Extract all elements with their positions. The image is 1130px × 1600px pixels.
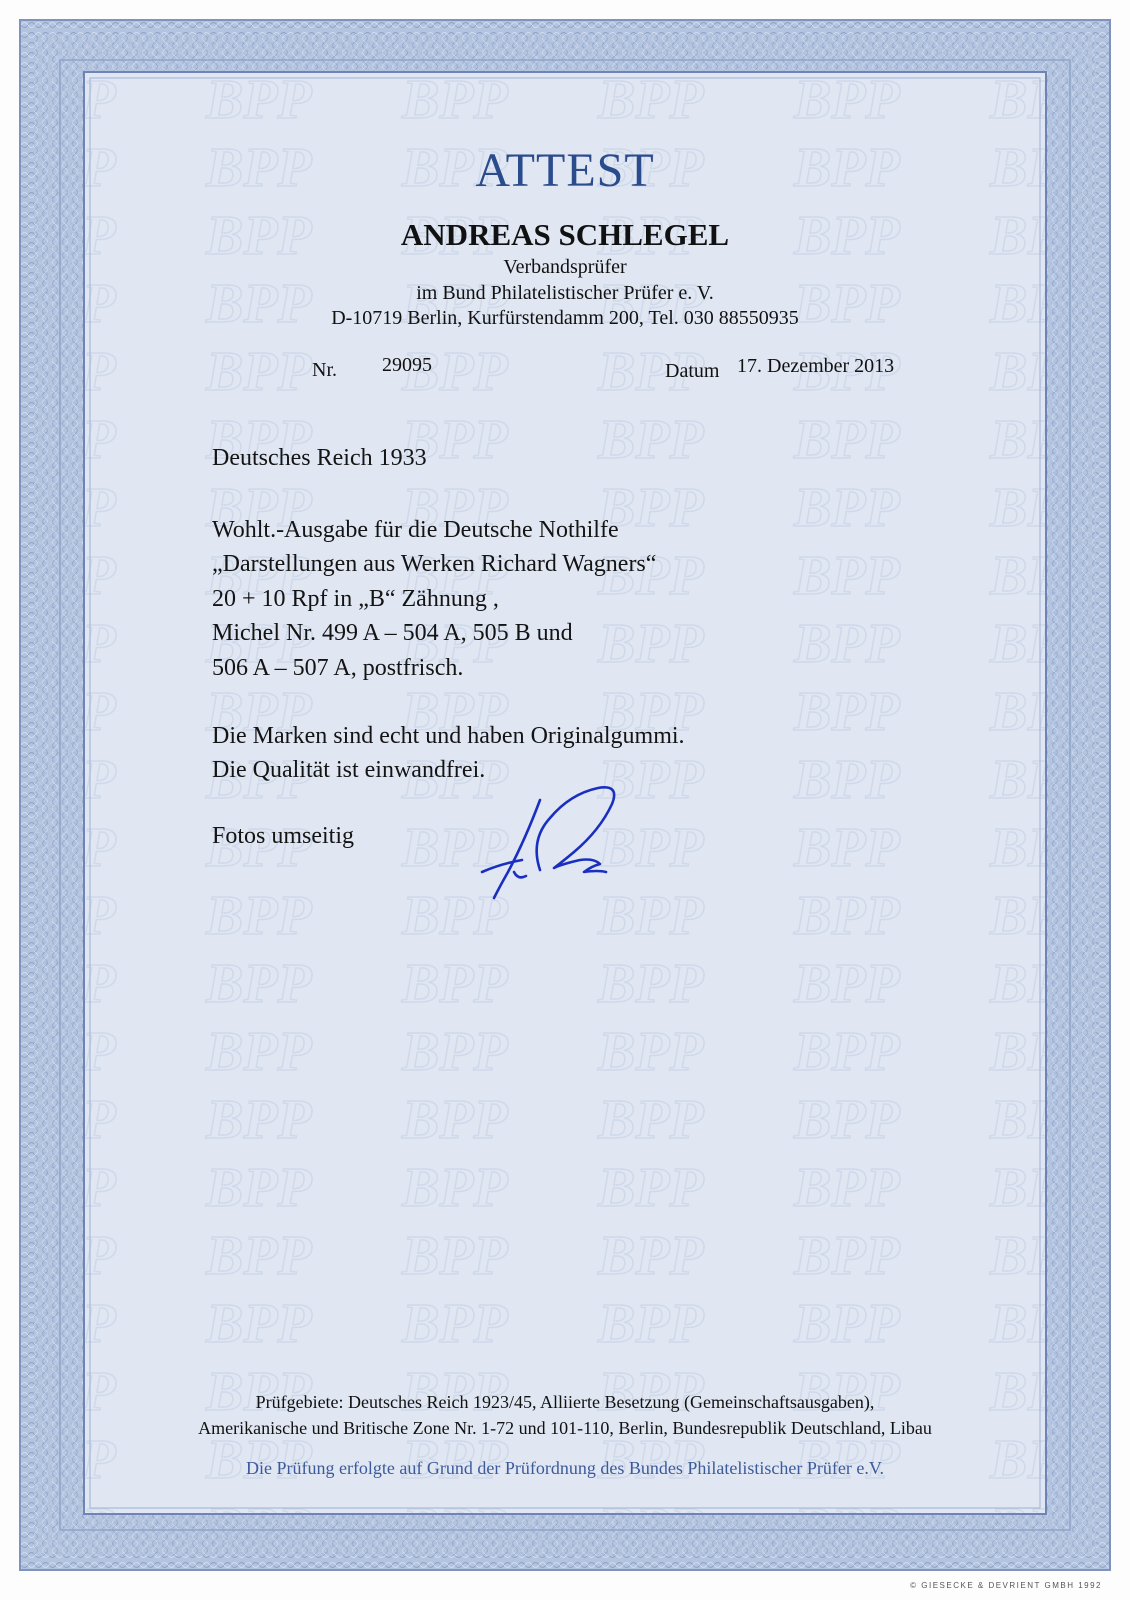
description-line: 506 A – 507 A, postfrisch. [212, 655, 464, 681]
examination-fields-line: Prüfgebiete: Deutsches Reich 1923/45, Alliierte Besetzung (Gemeinschaftsausgaben), [255, 1392, 875, 1412]
description-line: Wohlt.-Ausgabe für die Deutsche Nothilfe [212, 517, 619, 543]
description-line: Michel Nr. 499 A – 504 A, 505 B und [212, 620, 573, 646]
printer-imprint: © GIESECKE & DEVRIENT GMBH 1992 [910, 1581, 1102, 1590]
description-line: „Darstellungen aus Werken Richard Wagners“ [212, 551, 657, 577]
regulation-note: Die Prüfung erfolgte auf Grund der Prüfordnung des Bundes Philatelistischer Prüfer e.V. [245, 1458, 885, 1478]
association: im Bund Philatelistischer Prüfer e. V. [416, 282, 714, 304]
verdict-line: Die Qualität ist einwandfrei. [212, 757, 486, 783]
examination-fields-line: Amerikanische und Britische Zone Nr. 1-72 und 101-110, Berlin, Bundesrepublik Deutschland, Libau [198, 1418, 932, 1438]
certificate-date: 17. Dezember 2013 [737, 355, 895, 377]
examiner-address: D-10719 Berlin, Kurfürstendamm 200, Tel. 030 88550935 [331, 307, 799, 329]
certificate-title: ATTEST [475, 144, 655, 197]
date-label: Datum [665, 360, 720, 382]
examiner-name: ANDREAS SCHLEGEL [400, 217, 730, 252]
examiner-role: Verbandsprüfer [503, 256, 627, 278]
certificate-number-label: Nr. [312, 359, 337, 381]
verdict-line: Die Marken sind echt und haben Originalgummi. [212, 723, 685, 749]
country-year: Deutsches Reich 1933 [212, 445, 427, 471]
signature-icon [470, 780, 660, 910]
photo-note: Fotos umseitig [212, 823, 355, 849]
description-line: 20 + 10 Rpf in „B“ Zähnung , [212, 586, 499, 612]
certificate-number: 29095 [382, 354, 432, 376]
